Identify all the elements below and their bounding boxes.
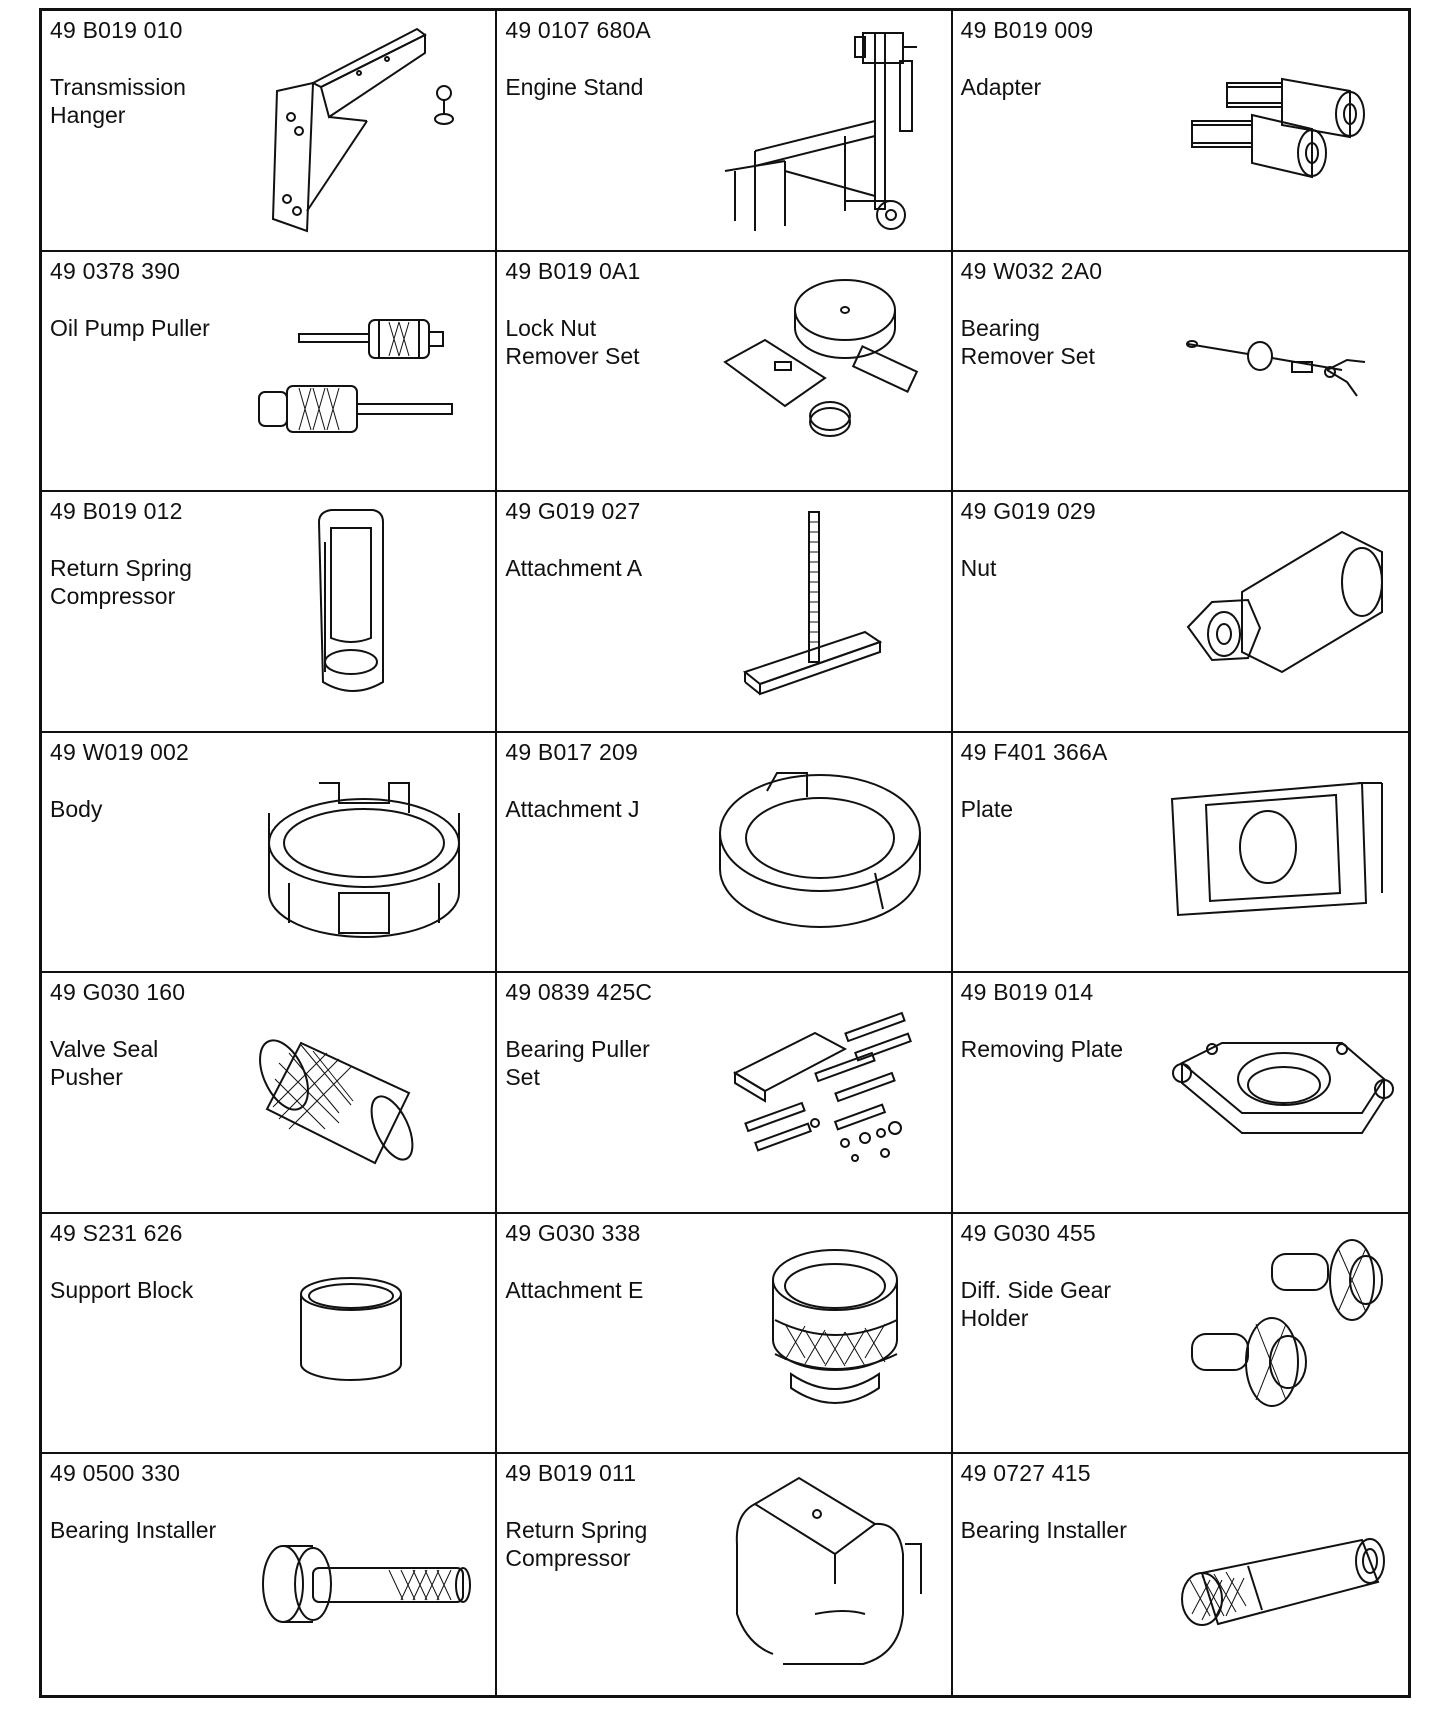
part-number: 49 0500 330 <box>50 1460 181 1487</box>
part-number: 49 S231 626 <box>50 1219 183 1246</box>
part-number: 49 B019 0A1 <box>505 257 641 284</box>
return-spring-compressor-drawing <box>695 1464 945 1684</box>
tool-name: Attachment E <box>505 1276 644 1303</box>
support-block-drawing <box>239 1224 489 1444</box>
tool-cell <box>497 11 952 252</box>
tool-name: Oil Pump Puller <box>50 314 210 341</box>
tool-name: Attachment J <box>505 795 640 822</box>
tool-cell <box>953 492 1408 733</box>
tool-cell <box>497 973 952 1214</box>
tool-cell <box>42 1214 497 1455</box>
tool-name: Valve Seal Pusher <box>50 1036 159 1091</box>
tool-cell <box>42 733 497 974</box>
part-number: 49 B017 209 <box>505 738 638 765</box>
tool-cell <box>42 252 497 493</box>
part-number: 49 G030 160 <box>50 979 186 1006</box>
bearing-installer-drawing <box>239 1464 489 1684</box>
tool-cell <box>953 973 1408 1214</box>
tool-cell <box>497 1214 952 1455</box>
tool-name: Bearing Puller Set <box>505 1036 650 1091</box>
return-spring-compressor-drawing <box>239 502 489 722</box>
part-number: 49 G019 029 <box>960 498 1096 525</box>
bearing-installer-drawing <box>1152 1464 1402 1684</box>
tool-cell <box>953 1454 1408 1695</box>
tool-cell <box>42 1454 497 1695</box>
special-tools-table <box>39 8 1411 1698</box>
lock-nut-remover-set-drawing <box>695 262 945 482</box>
attachment-j-drawing <box>695 743 945 963</box>
tool-name: Nut <box>960 555 997 582</box>
tool-cell <box>42 11 497 252</box>
engine-stand-drawing <box>695 21 945 241</box>
part-number: 49 0378 390 <box>50 257 181 284</box>
bearing-remover-set-drawing <box>1152 262 1402 482</box>
attachment-a-drawing <box>695 502 945 722</box>
tool-cell <box>953 252 1408 493</box>
tool-name: Return Spring Compressor <box>505 1517 648 1572</box>
tool-cell <box>497 492 952 733</box>
body-drawing <box>239 743 489 963</box>
tool-name: Support Block <box>50 1276 194 1303</box>
part-number: 49 G030 338 <box>505 1219 641 1246</box>
tool-cell <box>953 11 1408 252</box>
tool-name: Lock Nut Remover Set <box>505 314 640 369</box>
part-number: 49 B019 012 <box>50 498 183 525</box>
tool-cell <box>497 252 952 493</box>
attachment-e-drawing <box>695 1224 945 1444</box>
tool-name: Adapter <box>960 74 1042 100</box>
tool-name: Bearing Installer <box>50 1517 217 1544</box>
tool-cell <box>497 1454 952 1695</box>
part-number: 49 F401 366A <box>960 738 1108 765</box>
part-number: 49 W019 002 <box>50 738 190 765</box>
nut-drawing <box>1152 502 1402 722</box>
part-number: 49 0107 680A <box>505 17 651 43</box>
part-number: 49 G019 027 <box>505 498 641 525</box>
tool-name: Bearing Remover Set <box>960 314 1095 369</box>
tool-name: Transmission Hanger <box>50 74 186 128</box>
tool-cell <box>953 733 1408 974</box>
tool-cell <box>953 1214 1408 1455</box>
part-number: 49 B019 010 <box>50 17 183 43</box>
diff-side-gear-holder-drawing <box>1152 1224 1402 1444</box>
transmission-hanger-drawing <box>239 21 489 241</box>
tool-name: Bearing Installer <box>960 1517 1127 1544</box>
tool-name: Return Spring Compressor <box>50 555 192 610</box>
part-number: 49 B019 011 <box>505 1460 637 1487</box>
tool-name: Plate <box>960 795 1014 822</box>
tool-name: Body <box>50 795 103 822</box>
tool-name: Engine Stand <box>505 74 644 100</box>
tool-cell <box>42 492 497 733</box>
oil-pump-puller-drawing <box>239 262 489 482</box>
plate-drawing <box>1152 743 1402 963</box>
tool-name: Removing Plate <box>960 1036 1124 1063</box>
tool-name: Diff. Side Gear Holder <box>960 1276 1112 1331</box>
tool-cell <box>497 733 952 974</box>
tool-name: Attachment A <box>505 555 643 582</box>
tool-cell <box>42 973 497 1214</box>
removing-plate-drawing <box>1152 983 1402 1203</box>
part-number: 49 G030 455 <box>960 1219 1096 1246</box>
bearing-puller-set-drawing <box>695 983 945 1203</box>
part-number: 49 0727 415 <box>960 1460 1091 1487</box>
part-number: 49 0839 425C <box>505 979 653 1006</box>
part-number: 49 W032 2A0 <box>960 257 1103 284</box>
part-number: 49 B019 009 <box>960 17 1094 43</box>
adapter-drawing <box>1152 21 1402 241</box>
part-number: 49 B019 014 <box>960 979 1094 1006</box>
valve-seal-pusher-drawing <box>239 983 489 1203</box>
